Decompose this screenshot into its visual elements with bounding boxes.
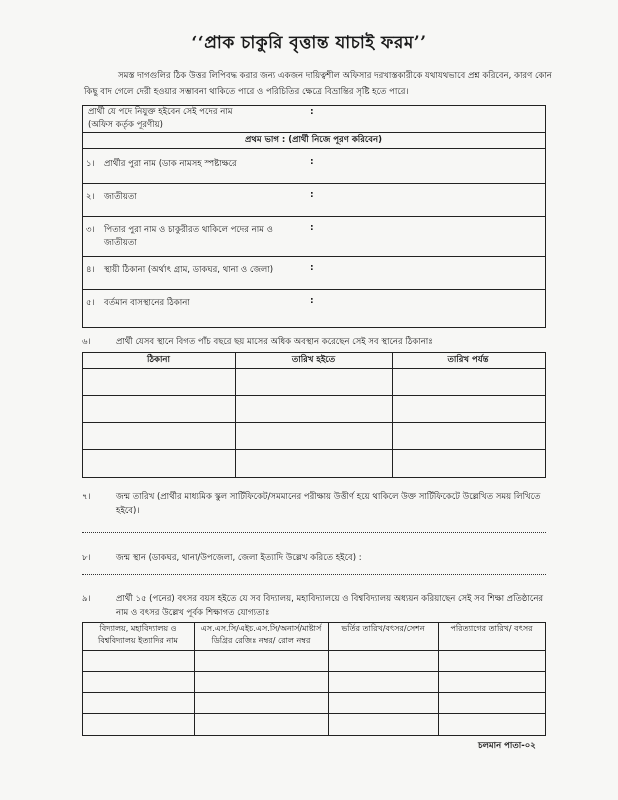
- table-row-divider: [82, 713, 545, 714]
- column-header-to-date: তারিখ পর্যন্ত: [447, 355, 489, 365]
- q9-text: প্রার্থী ১৫ (পনের) বৎসর বয়স হইতে যে সব বিদ্যালয়, মহাবিদ্যালয়ে ও বিশ্ববিদ্যালয় অধ্যয়ন করিয়াছেন সেই সব শিক্ষা প্রতিষ্ঠানের নাম ও বৎসর উল্লেখ পূর্বক শিক্ষাগত যোগ্যতাঃ: [116, 594, 544, 618]
- post-name-note: (অফিস কর্তৃক পূরণীয়): [88, 120, 163, 130]
- row-divider: [82, 216, 545, 217]
- row-divider: [82, 148, 545, 149]
- column-header-leaving: পরিত্যাগের তারিখ/ বৎসর: [450, 624, 533, 633]
- colon: :: [310, 263, 314, 273]
- table-row-divider: [82, 449, 545, 450]
- item-number: ৩।: [86, 225, 95, 235]
- table-row-divider: [82, 692, 545, 693]
- table-row-divider: [82, 422, 545, 423]
- column-divider: [194, 622, 195, 735]
- table-header-divider: [82, 650, 545, 651]
- column-divider: [328, 622, 329, 735]
- table-row-divider: [82, 671, 545, 672]
- q6-text: প্রার্থী যেসব স্থানে বিগত পাঁচ বছরে ছয় মাসের অধিক অবস্থান করেছেন সেই সব স্থানের ঠিকানাঃ: [116, 337, 433, 347]
- q8-number: ৮।: [82, 553, 91, 563]
- colon: :: [310, 296, 314, 306]
- table-header-divider: [82, 368, 545, 369]
- q7-number: ৭।: [82, 492, 91, 502]
- item-label-present-address: বর্তমান বাসস্থানের ঠিকানা: [104, 298, 190, 308]
- birthplace-answer-line[interactable]: [82, 574, 546, 575]
- row-divider: [82, 256, 545, 257]
- colon: :: [310, 190, 314, 200]
- item-number: ২।: [86, 192, 95, 202]
- post-name-field[interactable]: [318, 107, 540, 129]
- q9-number: ৯।: [82, 594, 91, 604]
- column-divider: [235, 352, 236, 477]
- column-header-institution: বিদ্যালয়, মহাবিদ্যালয় ও বিশ্ববিদ্যালয় ইত্যাদির নাম: [98, 624, 178, 645]
- q6-number: ৬।: [82, 337, 91, 347]
- full-name-field[interactable]: [318, 154, 540, 180]
- row-divider: [82, 289, 545, 290]
- item-label-nationality: জাতীয়তা: [104, 192, 137, 202]
- part-one-heading: প্রথম ভাগ : (প্রার্থী নিজে পূরণ করিবেন): [245, 135, 382, 145]
- continued-page-note: চলমান পাতা-০২: [478, 741, 536, 751]
- q8-text: জন্ম স্থান (ডাকঘর, থানা/উপজেলা, জেলা ইত্যাদি উল্লেখ করিতে হইবে) :: [116, 553, 362, 563]
- item-number: ৫।: [86, 298, 95, 308]
- form-instructions: সমস্ত দাগগুলির ঠিক উত্তর লিপিবদ্ধ করার জন্য একজন দায়িত্বশীল অফিসার দরখাস্তকারীকে যথাযথভাবে প্রশ্ন করিবেন, কারণ কোন কিছু বাদ গেলে দেরী হওয়ার সম্ভাবনা থাকিতে পারে ও পরিচিতির ক্ষেত্রে বিভ্রান্তির সৃষ্টি হতে পারে।: [84, 71, 552, 97]
- table-row-divider: [82, 395, 545, 396]
- colon: :: [310, 223, 314, 233]
- column-header-from-date: তারিখ হইতে: [291, 355, 336, 365]
- row-divider: [82, 183, 545, 184]
- present-address-field[interactable]: [318, 293, 540, 321]
- nationality-field[interactable]: [318, 187, 540, 213]
- father-name-field[interactable]: [318, 220, 540, 250]
- item-label-father-name-cont: জাতীয়তা: [104, 238, 137, 248]
- permanent-address-field[interactable]: [318, 260, 540, 286]
- colon: :: [310, 157, 314, 167]
- post-name-label: প্রার্থী যে পদে নিযুক্ত হইবেন সেই পদের নাম: [88, 107, 233, 117]
- column-divider: [438, 622, 439, 735]
- form-title: ‘‘প্রাক চাকুরি বৃত্তান্ত যাচাই ফরম’’: [191, 33, 427, 53]
- item-number: ১।: [86, 159, 95, 169]
- colon: :: [310, 107, 314, 117]
- residence-table: [82, 352, 546, 478]
- column-header-admission: ভর্তির তারিখ/বৎসর/সেশন: [341, 624, 425, 633]
- q7-text: জন্ম তারিখ (প্রার্থীর মাধ্যমিক স্কুল সার্টিফিকেট/সমমানের পরীক্ষায় উত্তীর্ণ হয়ে থাকিলে উক্ত সার্টিফিকেটে উল্লেখিত সময় লিখিতে হইবে)।: [116, 492, 541, 516]
- item-label-permanent-address: স্থায়ী ঠিকানা (অর্থাৎ গ্রাম, ডাকঘর, থানা ও জেলা): [104, 265, 274, 275]
- date-of-birth-answer-line[interactable]: [82, 532, 546, 533]
- column-header-address: ঠিকানা: [147, 355, 170, 365]
- item-number: ৪।: [86, 265, 95, 275]
- row-divider: [82, 132, 545, 133]
- item-label-full-name: প্রার্থীর পুরা নাম (ডাক নামসহ স্পষ্টাক্ষরে: [104, 159, 237, 169]
- item-label-father-name: পিতার পুরা নাম ও চাকুরীরত থাকিলে পদের নাম ও: [104, 225, 273, 235]
- column-divider: [392, 352, 393, 477]
- column-header-registration: এস.এস.সি/এইচ.এস.সি/অনার্স/মাষ্টার্স ডিগ্রির রেজিঃ নম্বর/ রোল নম্বর: [200, 624, 322, 645]
